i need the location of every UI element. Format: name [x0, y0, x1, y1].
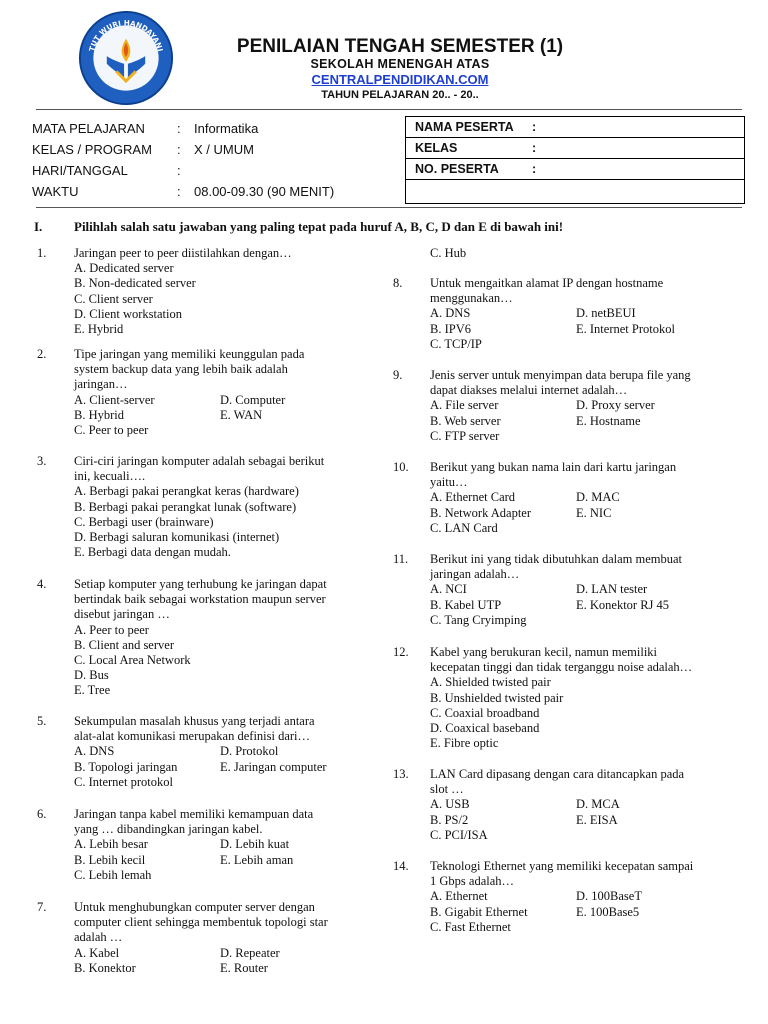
question-line: LAN Card dipasang dengan cara ditancapkan pada [430, 767, 685, 781]
question-number: 5. [37, 714, 47, 728]
question-line: Tipe jaringan yang memiliki keunggulan pada [74, 347, 305, 361]
info-colon: : [177, 142, 181, 157]
info-label: KELAS / PROGRAM [32, 142, 152, 157]
answer-option[interactable]: E. Router [220, 960, 268, 975]
answer-option[interactable]: E. Jaringan computer [220, 759, 327, 774]
question-number: 10. [393, 460, 409, 474]
question-line: Jaringan tanpa kabel memiliki kemampuan data [74, 807, 314, 821]
identity-label: KELAS [415, 141, 458, 155]
answer-option[interactable]: B. Hybrid [74, 407, 124, 422]
answer-option[interactable]: A. Shielded twisted pair [430, 675, 551, 690]
question-text [430, 859, 693, 889]
answer-option[interactable]: B. Network Adapter [430, 505, 532, 520]
info-colon: : [177, 121, 181, 136]
question-number: 7. [37, 900, 47, 914]
answer-option[interactable]: E. Tree [74, 683, 111, 698]
answer-option[interactable]: A. Ethernet [430, 889, 488, 904]
question-line: Teknologi Ethernet yang memiliki kecepatan sampai [430, 859, 694, 873]
answer-option[interactable]: A. Dedicated server [74, 261, 174, 276]
answer-option[interactable]: B. PS/2 [430, 812, 469, 827]
answer-option[interactable]: A. DNS [430, 306, 471, 321]
question-text [430, 276, 663, 306]
question-line: bertindak baik sebagai workstation maupun server [74, 592, 326, 607]
question-line: Kabel yang berukuran kecil, namun memiliki [430, 645, 658, 659]
answer-option[interactable]: D. Lebih kuat [220, 837, 290, 852]
info-value: 08.00-09.30 (90 MENIT) [194, 184, 335, 199]
section-instruction: Pilihlah salah satu jawaban yang paling tepat pada huruf A, B, C, D dan E di bawah ini! [74, 219, 564, 234]
question-line: menggunakan… [430, 291, 513, 306]
answer-option[interactable]: B. Lebih kecil [74, 852, 146, 867]
answer-option[interactable]: C. Tang Cryimping [430, 612, 527, 627]
question-number: 13. [393, 767, 409, 781]
answer-option[interactable]: C. Peer to peer [74, 422, 149, 437]
answer-option[interactable]: A. DNS [74, 744, 115, 759]
question-number: 12. [393, 645, 409, 659]
question-text [430, 645, 692, 675]
question-text [430, 460, 676, 490]
question-text [430, 767, 684, 797]
answer-option[interactable]: C. Hub [430, 246, 467, 260]
question-line: disebut jaringan … [74, 607, 170, 622]
question-line: Untuk menghubungkan computer server dengan [74, 900, 315, 914]
answer-option[interactable]: B. Gigabit Ethernet [430, 904, 528, 919]
identity-row [406, 117, 744, 138]
answer-option[interactable]: E. Hostname [576, 413, 641, 428]
answer-option[interactable]: A. Berbagi pakai perangkat keras (hardware) [74, 484, 299, 499]
answer-option[interactable]: C. Berbagi user (brainware) [74, 514, 214, 529]
answer-option[interactable]: D. Proxy server [576, 398, 655, 413]
answer-option[interactable]: B. Client and server [74, 637, 174, 652]
answer-option[interactable]: E. NIC [576, 505, 612, 520]
question-text [430, 552, 682, 582]
question-line: jaringan adalah… [430, 567, 520, 582]
answer-option[interactable]: C. PCI/ISA [430, 827, 488, 842]
answer-option[interactable]: E. 100Base5 [576, 904, 640, 919]
answer-option[interactable]: B. Kabel UTP [430, 597, 502, 612]
question-line: Sekumpulan masalah khusus yang terjadi antara [74, 714, 315, 728]
answer-option[interactable]: A. Lebih besar [74, 837, 148, 852]
info-divider [36, 207, 742, 208]
answer-option[interactable]: C. TCP/IP [430, 336, 482, 351]
answer-option[interactable]: C. Fast Ethernet [430, 919, 511, 934]
section-number: I. [34, 219, 43, 234]
answer-option[interactable]: D. MAC [576, 490, 620, 505]
question-number: 2. [37, 347, 47, 361]
answer-option[interactable]: A. Kabel [74, 945, 120, 960]
answer-option[interactable]: E. Fibre optic [430, 736, 499, 751]
answer-option[interactable]: D. 100BaseT [576, 889, 642, 904]
answer-option[interactable]: C. Coaxial broadband [430, 705, 540, 720]
question-text [74, 246, 292, 261]
question-line: computer client sehingga membentuk topologi star [74, 915, 328, 930]
question-text [430, 368, 691, 398]
answer-option[interactable]: D. netBEUI [576, 306, 636, 321]
question-text [74, 454, 324, 484]
question-line: adalah … [74, 930, 123, 945]
question-line: system backup data yang lebih baik adalah [74, 362, 288, 377]
question-line: slot … [430, 782, 464, 797]
answer-option[interactable]: E. EISA [576, 812, 618, 827]
website-link[interactable]: CENTRALPENDIDIKAN.COM [311, 72, 489, 87]
identity-colon: : [532, 120, 537, 134]
question-line: yang … dibandingkan jaringan kabel. [74, 822, 263, 837]
question-number: 8. [393, 276, 403, 290]
question-line: kecepatan tinggi dan tidak terganggu noise adalah… [430, 660, 693, 675]
question-number: 14. [393, 859, 409, 873]
question-line: Berikut yang bukan nama lain dari kartu jaringan [430, 460, 677, 474]
answer-option[interactable]: B. Konektor [74, 960, 136, 975]
question-text [74, 577, 327, 623]
answer-option[interactable]: E. Hybrid [74, 321, 124, 336]
identity-row [406, 138, 744, 159]
info-value: X / UMUM [194, 142, 254, 157]
identity-label: NO. PESERTA [415, 162, 499, 176]
svg-text:TUT WURI HANDAYANI: TUT WURI HANDAYANI [87, 18, 165, 53]
answer-option[interactable]: A. Peer to peer [74, 622, 149, 637]
question-text [74, 347, 304, 393]
header-divider [36, 109, 742, 110]
answer-option[interactable]: A. Client-server [74, 392, 155, 407]
answer-option[interactable]: B. Unshielded twisted pair [430, 690, 564, 705]
answer-option[interactable]: D. Berbagi saluran komunikasi (internet) [74, 529, 280, 544]
question-number: 4. [37, 577, 47, 591]
info-label: MATA PELAJARAN [32, 121, 145, 136]
answer-option[interactable]: E. Konektor RJ 45 [576, 597, 670, 612]
answer-option[interactable]: E. WAN [220, 407, 263, 422]
answer-option[interactable]: A. NCI [430, 582, 467, 597]
identity-row [406, 180, 744, 205]
answer-option[interactable]: B. Non-dedicated server [74, 276, 196, 291]
question-line: Jenis server untuk menyimpan data berupa file yang [430, 368, 691, 382]
question-line: 1 Gbps adalah… [430, 874, 515, 889]
answer-option[interactable]: C. LAN Card [430, 520, 498, 535]
answer-option[interactable]: C. Internet protokol [74, 774, 173, 789]
identity-row [406, 159, 744, 180]
answer-option[interactable]: D. Client workstation [74, 306, 182, 321]
question-line: Setiap komputer yang terhubung ke jaringan dapat [74, 577, 327, 591]
identity-label: NAMA PESERTA [415, 120, 514, 134]
answer-option[interactable]: C. Lebih lemah [74, 867, 152, 882]
answer-option[interactable]: C. Client server [74, 291, 153, 306]
question-line: Ciri-ciri jaringan komputer adalah sebagai berikut [74, 454, 325, 468]
identity-colon: : [532, 162, 537, 176]
info-label: HARI/TANGGAL [32, 163, 128, 178]
question-line: dapat diakses melalui internet adalah… [430, 383, 628, 398]
question-line: Jaringan peer to peer diistilahkan dengan… [74, 246, 292, 260]
answer-option[interactable]: D. LAN tester [576, 582, 648, 597]
answer-option[interactable]: B. Web server [430, 413, 501, 428]
answer-option[interactable]: C. Local Area Network [74, 652, 191, 667]
question-text [74, 807, 313, 837]
answer-option[interactable]: D. Protokol [220, 744, 279, 759]
answer-option[interactable]: A. USB [430, 797, 470, 812]
answer-option[interactable]: A. File server [430, 398, 499, 413]
question-line: ini, kecuali…. [74, 469, 146, 484]
info-value: Informatika [194, 121, 259, 136]
participant-identity-box [405, 116, 745, 204]
question-number: 1. [37, 246, 47, 260]
answer-option[interactable]: A. Ethernet Card [430, 490, 516, 505]
answer-option[interactable]: D. Computer [220, 392, 286, 407]
question-text [74, 900, 328, 946]
answer-option[interactable]: D. Coaxical baseband [430, 720, 540, 735]
info-label: WAKTU [32, 184, 79, 199]
question-number: 3. [37, 454, 47, 468]
answer-option[interactable]: B. Topologi jaringan [74, 759, 178, 774]
question-line: jaringan… [74, 377, 128, 392]
info-colon: : [177, 163, 181, 178]
answer-option[interactable]: D. Repeater [220, 945, 280, 960]
answer-option[interactable]: E. Berbagi data dengan mudah. [74, 545, 231, 560]
answer-option[interactable]: D. MCA [576, 797, 620, 812]
question-line: yaitu… [430, 475, 468, 490]
answer-option[interactable]: B. IPV6 [430, 321, 471, 336]
question-line: Berikut ini yang tidak dibutuhkan dalam membuat [430, 552, 683, 566]
question-line: alat-alat komunikasi merupakan definisi dari… [74, 729, 311, 744]
question-text [74, 714, 315, 744]
question-line: Untuk mengaitkan alamat IP dengan hostname [430, 276, 664, 290]
answer-option[interactable]: C. FTP server [430, 428, 500, 443]
identity-colon: : [532, 141, 537, 155]
question-number: 6. [37, 807, 47, 821]
exam-title: PENILAIAN TENGAH SEMESTER (1) [236, 36, 564, 57]
info-colon: : [177, 184, 181, 199]
answer-option[interactable]: E. Internet Protokol [576, 321, 675, 336]
answer-option[interactable]: D. Bus [74, 668, 109, 683]
academic-year: TAHUN PELAJARAN 20.. - 20.. [321, 89, 479, 101]
question-number: 11. [393, 552, 409, 566]
question-number: 9. [393, 368, 403, 382]
school-name: SEKOLAH MENENGAH ATAS [310, 57, 490, 71]
answer-option[interactable]: E. Lebih aman [220, 852, 294, 867]
answer-option[interactable]: B. Berbagi pakai perangkat lunak (software) [74, 499, 297, 514]
